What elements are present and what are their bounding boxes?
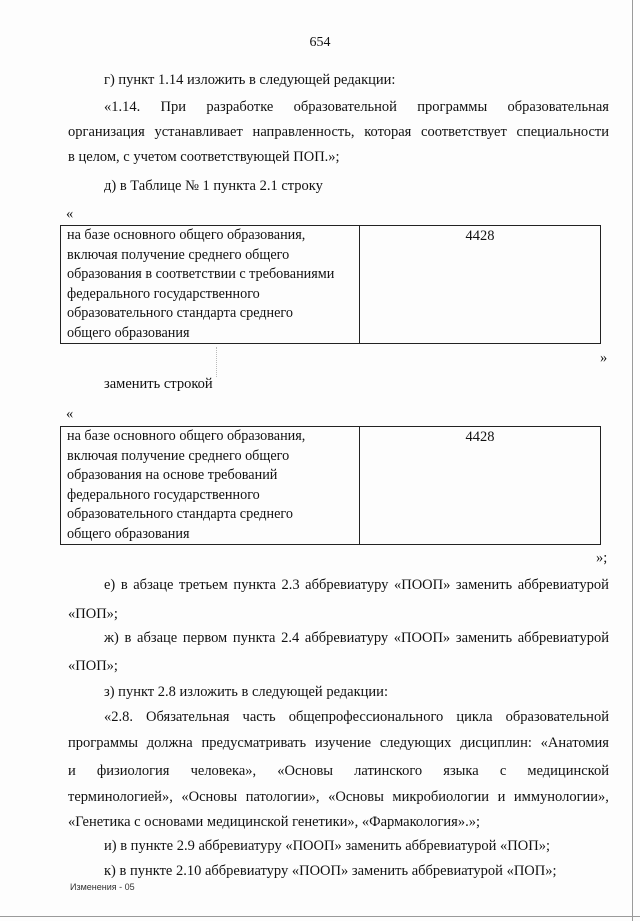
word: микробиологии xyxy=(392,789,490,805)
word: и xyxy=(68,763,76,779)
word: заменить xyxy=(455,577,513,593)
item-g-line1 xyxy=(104,98,609,116)
word: «ПООП» xyxy=(393,630,451,646)
word: в xyxy=(124,630,132,646)
word: образовательной xyxy=(293,99,397,115)
word: иммунологии», xyxy=(513,789,609,805)
word: «1.14. xyxy=(104,99,141,115)
word: аббревиатурой xyxy=(517,630,609,646)
word: 2.3 xyxy=(281,577,300,593)
word: должна xyxy=(146,735,193,751)
word: абзаце xyxy=(133,577,174,593)
word: третьем xyxy=(179,577,228,593)
word: пункта xyxy=(233,577,276,593)
old-row-line: образовательного стандарта среднего xyxy=(67,305,293,321)
word: При xyxy=(160,99,187,115)
new-row-line: образования на основе требований xyxy=(67,467,278,483)
item-zh-line2: «ПОП»; xyxy=(68,658,118,674)
word: абзаце xyxy=(137,630,178,646)
item-zh-line1 xyxy=(104,629,609,647)
word: человека», xyxy=(190,763,257,779)
item-g-line3: в целом, с учетом соответствующей ПОП.»; xyxy=(68,149,340,165)
word: «ПООП» xyxy=(393,577,451,593)
word: цикла xyxy=(456,709,493,725)
word: предусматривать xyxy=(201,735,307,751)
item-z-line3 xyxy=(68,762,609,780)
word: аббревиатуру xyxy=(304,630,389,646)
word: «Основы xyxy=(328,789,384,805)
word: аббревиатурой xyxy=(517,577,609,593)
close-quote-2: »; xyxy=(596,550,608,566)
new-row-line: общего образования xyxy=(67,525,190,542)
word: Обязательная xyxy=(146,709,230,725)
word: «Основы xyxy=(277,763,334,779)
word: программы xyxy=(417,99,488,115)
item-g-line2: организация устанавливает направленность, которая соответствует специальности xyxy=(68,124,609,140)
old-row-line: на базе основного общего образования, xyxy=(67,227,306,243)
word: патологии», xyxy=(245,789,320,805)
word: дисциплин: xyxy=(460,735,532,751)
word: «Основы xyxy=(181,789,238,805)
scan-artifact xyxy=(216,347,218,377)
item-d-intro: д) в Таблице № 1 пункта 2.1 строку xyxy=(104,178,323,194)
item-k: к) в пункте 2.10 аббревиатуру «ПООП» заменить аббревиатурой «ПОП»; xyxy=(104,863,557,879)
item-e-line2: «ПОП»; xyxy=(68,606,118,622)
close-quote-1: » xyxy=(600,350,608,366)
word: заменить xyxy=(455,630,513,646)
word: и xyxy=(497,789,506,805)
item-i: и) в пункте 2.9 аббревиатуру «ПООП» заменить аббревиатурой «ПОП»; xyxy=(104,838,550,854)
page-edge-right xyxy=(632,0,633,921)
old-row-line: включая получение среднего общего xyxy=(67,246,290,263)
word: часть xyxy=(242,709,276,725)
open-quote-2: « xyxy=(66,406,74,422)
new-row-line: на базе основного общего образования, xyxy=(67,428,306,444)
item-z-intro: з) пункт 2.8 изложить в следующей редакции: xyxy=(104,684,388,700)
old-row-line: образования в соответствии с требованиями xyxy=(67,266,335,282)
word: аббревиатуру xyxy=(305,577,389,593)
new-table-row xyxy=(60,426,601,545)
footer-note: Изменения - 05 xyxy=(70,882,135,892)
word: разработке xyxy=(206,99,274,115)
word: «Анатомия xyxy=(540,735,609,751)
word: терминологией», xyxy=(68,789,173,805)
new-row-line: образовательного стандарта среднего xyxy=(67,506,293,522)
item-e-line1 xyxy=(104,576,609,594)
new-row-line: федерального государственного xyxy=(67,486,260,503)
item-z-line5: «Генетика с основами медицинской генетики», «Фармакология».»; xyxy=(68,814,480,830)
word: образовательная xyxy=(507,99,609,115)
word: «2.8. xyxy=(104,709,133,725)
word: общепрофессионального xyxy=(288,709,444,725)
old-row-value: 4428 xyxy=(360,226,601,344)
old-row-line: федерального государственного xyxy=(67,285,260,302)
word: следующих xyxy=(379,735,452,751)
new-row-line: включая получение среднего общего xyxy=(67,447,290,464)
item-g-intro: г) пункт 1.14 изложить в следующей редакции: xyxy=(104,72,396,88)
word: 2.4 xyxy=(281,630,300,646)
page-edge-bottom xyxy=(0,916,640,917)
word: в xyxy=(120,577,128,593)
word: медицинской xyxy=(527,763,609,779)
item-z-line1 xyxy=(104,708,609,726)
old-table-row xyxy=(60,225,601,344)
new-row-description xyxy=(61,427,360,545)
word: программы xyxy=(68,735,138,751)
word: латинского xyxy=(354,763,423,779)
old-row-line: общего образования xyxy=(67,324,190,341)
open-quote-1: « xyxy=(66,206,74,222)
replace-text: заменить строкой xyxy=(104,376,213,392)
word: ж) xyxy=(104,630,119,646)
new-row-value: 4428 xyxy=(360,427,601,545)
word: е) xyxy=(104,577,116,593)
word: с xyxy=(499,763,507,779)
word: изучение xyxy=(314,735,372,751)
word: языка xyxy=(443,763,479,779)
word: физиология xyxy=(96,763,170,779)
word: пункта xyxy=(232,630,276,646)
item-z-line2 xyxy=(68,734,609,752)
page-number: 654 xyxy=(309,35,331,50)
word: образовательной xyxy=(505,709,609,725)
item-z-line4 xyxy=(68,788,609,806)
old-row-description xyxy=(61,226,360,344)
word: первом xyxy=(182,630,228,646)
